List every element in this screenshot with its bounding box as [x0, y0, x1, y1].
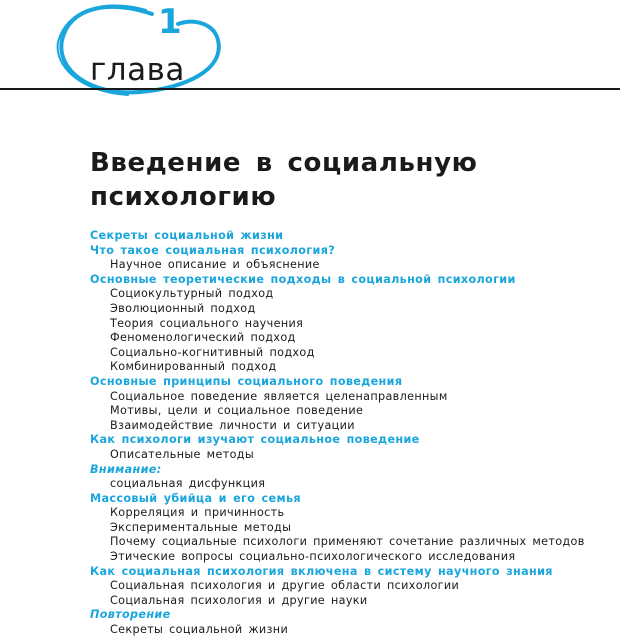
toc-subsection[interactable]: Экспериментальные методы [110, 520, 292, 534]
toc-subsection[interactable]: Социальная психология и другие области психологии [110, 579, 460, 593]
toc-section[interactable]: Основные теоретические подходы в социальной психологии [90, 272, 516, 286]
toc-section[interactable]: Секреты социальной жизни [90, 229, 284, 242]
toc-subsection[interactable]: Мотивы, цели и социальное поведение [110, 404, 364, 418]
table-of-contents [90, 229, 615, 638]
toc-section[interactable]: Основные принципы социального поведения [90, 374, 403, 388]
toc-section[interactable]: Что такое социальная психология? [90, 243, 336, 257]
toc-subsection[interactable]: Социально-когнитивный подход [110, 345, 315, 359]
toc-subsection[interactable]: Социальная психология и другие науки [110, 593, 368, 607]
toc-subsection[interactable]: Научное описание и объяснение [110, 258, 320, 272]
toc-subsection[interactable]: Взаимодействие личности и ситуации [110, 418, 355, 432]
chapter-header [0, 0, 620, 100]
toc-note[interactable]: Повторение [90, 608, 171, 622]
header-rule [0, 88, 620, 90]
toc-subsection[interactable]: социальная дисфункция [110, 477, 266, 491]
toc-subsection[interactable]: Комбинированный подход [110, 360, 277, 374]
chapter-label: глава [90, 52, 185, 88]
toc-subsection[interactable]: Социокультурный подход [110, 287, 274, 301]
page-title-line: психологию [90, 182, 277, 212]
toc-subsection[interactable]: Описательные методы [110, 447, 255, 461]
toc-subsection[interactable]: Эволюционный подход [110, 301, 256, 315]
toc-note[interactable]: Внимание: [90, 462, 162, 476]
toc-subsection[interactable]: Феноменологический подход [110, 331, 296, 345]
toc-subsection[interactable]: Корреляция и причинность [110, 506, 285, 520]
toc-subsection[interactable]: Этические вопросы социально-психологического исследования [110, 550, 516, 564]
toc-section[interactable]: Как социальная психология включена в систему научного знания [90, 564, 553, 578]
toc-subsection[interactable]: Почему социальные психологи применяют сочетание различных методов [110, 535, 585, 549]
toc-section[interactable]: Массовый убийца и его семья [90, 491, 301, 505]
toc-subsection[interactable]: Секреты социальной жизни [110, 623, 289, 637]
toc-subsection[interactable]: Социальное поведение является целенаправленным [110, 389, 448, 403]
page-title [90, 146, 610, 214]
toc-section[interactable]: Как психологи изучают социальное поведение [90, 433, 420, 447]
chapter-number: 1 [158, 2, 182, 42]
toc-subsection[interactable]: Теория социального научения [110, 316, 304, 330]
page-title-line: Введение в социальную [90, 148, 478, 178]
